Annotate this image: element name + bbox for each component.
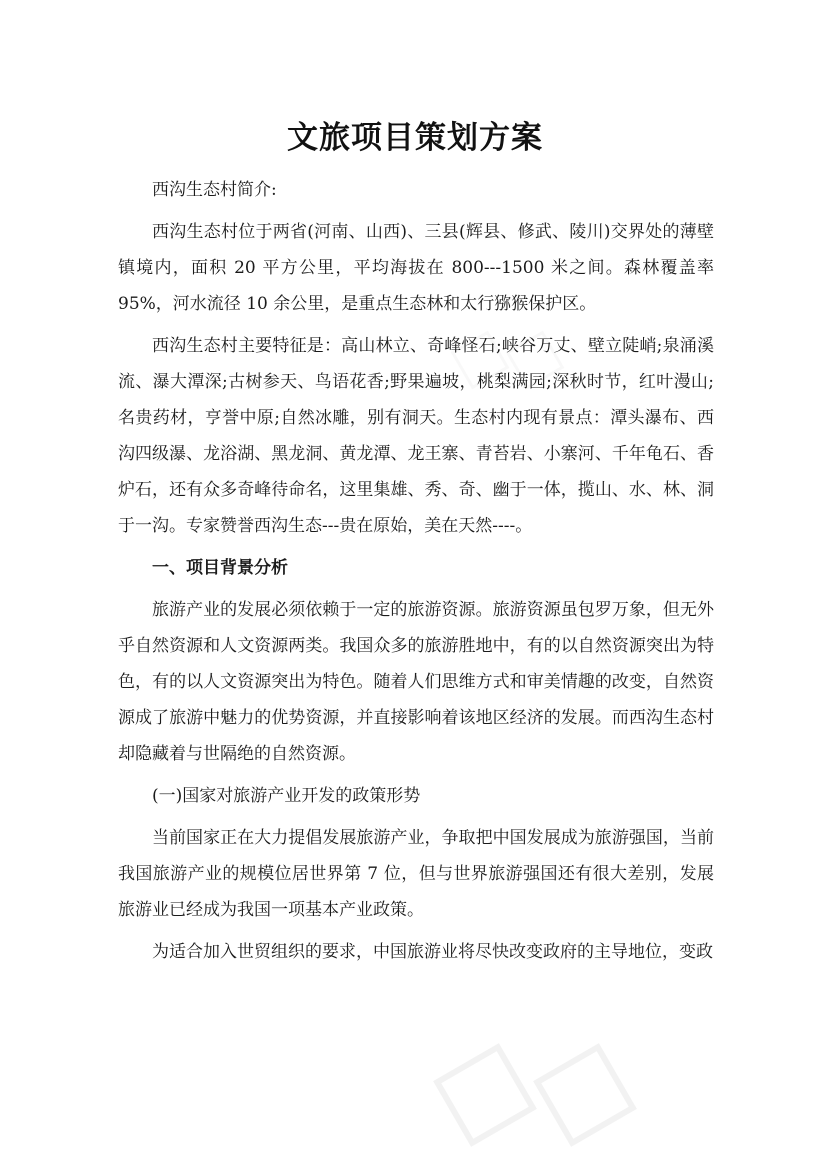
subsection-heading: (一)国家对旅游产业开发的政策形势	[152, 786, 421, 806]
document-title: 文旅项目策划方案	[287, 120, 543, 156]
section-heading: 一、项目背景分析	[152, 558, 288, 578]
document-body	[118, 172, 714, 976]
paragraph: 旅游产业的发展必须依赖于一定的旅游资源。旅游资源虽包罗万象，但无外乎自然资源和人文资源两类。我国众多的旅游胜地中，有的以自然资源突出为特色，有的以人文资源突出为特色。随着人们思维方式和审美情趣的改变，自然资源成了旅游中魅力的优势资源，并直接影响着该地区经济的发展。而西沟生态村却隐藏着与世隔绝的自然资源。	[118, 600, 714, 764]
paragraph: 为适合加入世贸组织的要求，中国旅游业将尽快改变政府的主导地位，变政	[152, 942, 713, 962]
paragraph: 当前国家正在大力提倡发展旅游产业，争取把中国发展成为旅游强国，当前我国旅游产业的规模位居世界第 7 位，但与世界旅游强国还有很大差别，发展旅游业已经成为我国一项基本产业政策。	[118, 828, 714, 920]
paragraph: 西沟生态村位于两省(河南、山西)、三县(辉县、修武、陵川)交界处的薄壁镇境内，面积 20 平方公里，平均海拔在 800---1500 米之间。森林覆盖率 95%，河水流径 10 余公里，是重点生态林和太行猕猴保护区。	[118, 222, 714, 314]
watermark-icon	[430, 1040, 670, 1160]
paragraph: 西沟生态村简介:	[152, 180, 277, 200]
paragraph: 西沟生态村主要特征是：高山林立、奇峰怪石;峡谷万丈、壁立陡峭;泉涌溪流、瀑大潭深;古树参天、鸟语花香;野果遍坡，桃梨满园;深秋时节，红叶漫山;名贵药材，亨誉中原;自然冰雕，别有洞天。生态村内现有景点：潭头瀑布、西沟四级瀑、龙浴湖、黑龙洞、黄龙潭、龙王寨、青苔岩、小寨河、千年龟石、香炉石，还有众多奇峰待命名，这里集雄、秀、奇、幽于一体，揽山、水、林、洞于一沟。专家赞誉西沟生态---贵在原始，美在天然----。	[118, 336, 714, 536]
